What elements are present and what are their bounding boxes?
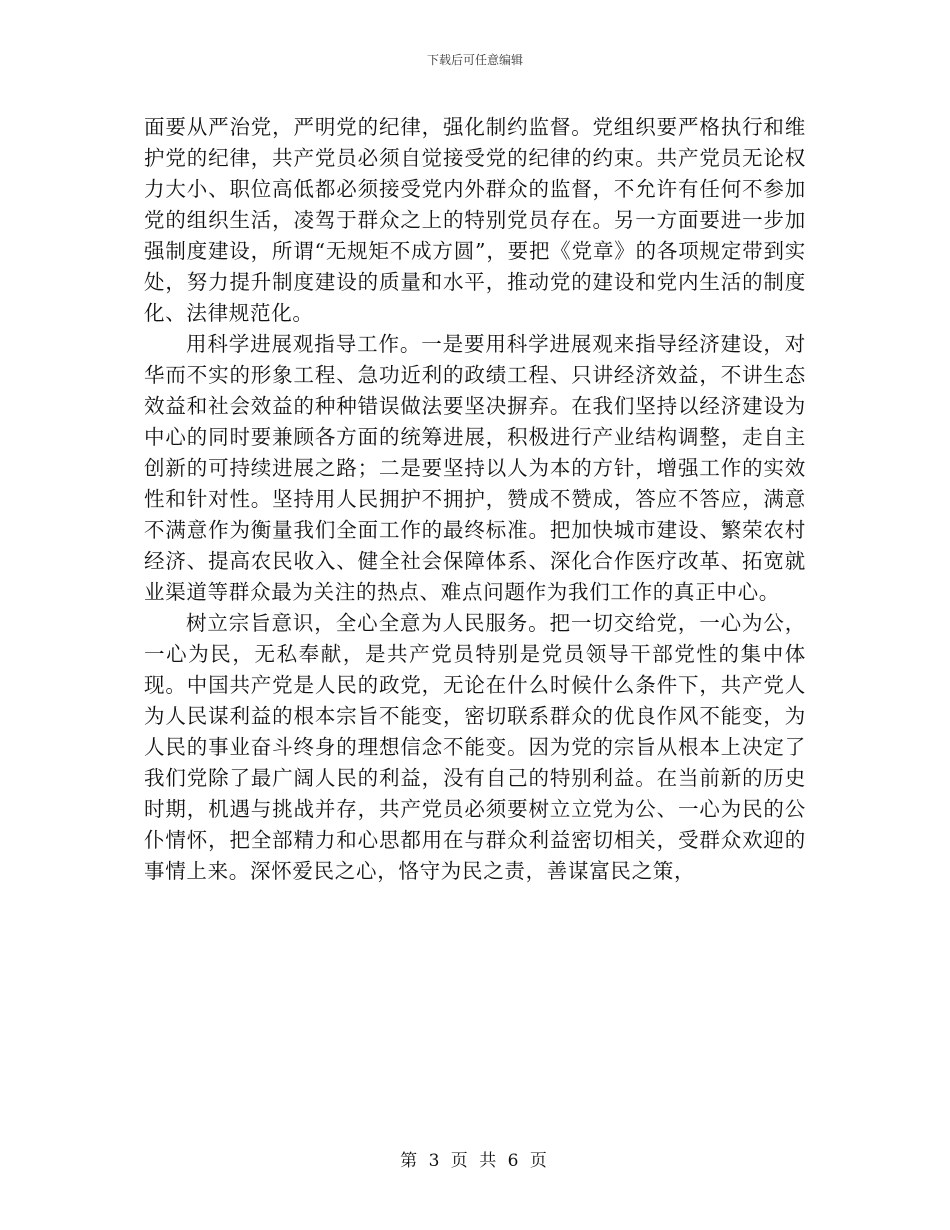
paragraph-continuation: 面要从严治党，严明党的纪律，强化制约监督。党组织要严格执行和维护党的纪律，共产党员必须自觉接受党的纪律的约束。共产党员无论权力大小、职位高低都必须接受党内外群众的监督，不允许有任何不参加党的组织生活，凌驾于群众之上的特别党员存在。另一方面要进一步加强制度建设，所谓“无规矩不成方圆”，要把《党章》的各项规定带到实处，努力提升制度建设的质量和水平，推动党的建设和党内生活的制度化、法律规范化。 xyxy=(144,115,806,325)
paragraph-serve-the-people: 树立宗旨意识，全心全意为人民服务。把一切交给党，一心为公，一心为民，无私奉献，是共产党员特别是党员领导干部党性的集中体现。中国共产党是人民的政党，无论在什么时候什么条件下，共产党人为人民谋利益的根本宗旨不能变，密切联系群众的优良作风不能变，为人民的事业奋斗终身的理想信念不能变。因为党的宗旨从根本上决定了我们党除了最广阔人民的利益，没有自己的特别利益。在当前新的历史时期，机遇与挑战并存，共产党员必须要树立立党为公、一心为民的公仆情怀，把全部精力和心思都用在与群众利益密切相关，受群众欢迎的事情上来。深怀爱民之心，恪守为民之责，善谋富民之策， xyxy=(144,611,806,883)
document-body xyxy=(144,112,806,887)
page-number: 第 3 页 共 6 页 xyxy=(400,1151,550,1171)
page-header-note: 下载后可任意编辑 xyxy=(426,53,523,67)
paragraph-scientific-development: 用科学进展观指导工作。一是要用科学进展观来指导经济建设，对华而不实的形象工程、急功近利的政绩工程、只讲经济效益，不讲生态效益和社会效益的种种错误做法要坚决摒弃。在我们坚持以经济建设为中心的同时要兼顾各方面的统筹进展，积极进行产业结构调整，走自主创新的可持续进展之路；二是要坚持以人为本的方针，增强工作的实效性和针对性。坚持用人民拥护不拥护，赞成不赞成，答应不答应，满意不满意作为衡量我们全面工作的最终标准。把加快城市建设、繁荣农村经济、提高农民收入、健全社会保障体系、深化合作医疗改革、拓宽就业渠道等群众最为关注的热点、难点问题作为我们工作的真正中心。 xyxy=(144,332,806,604)
